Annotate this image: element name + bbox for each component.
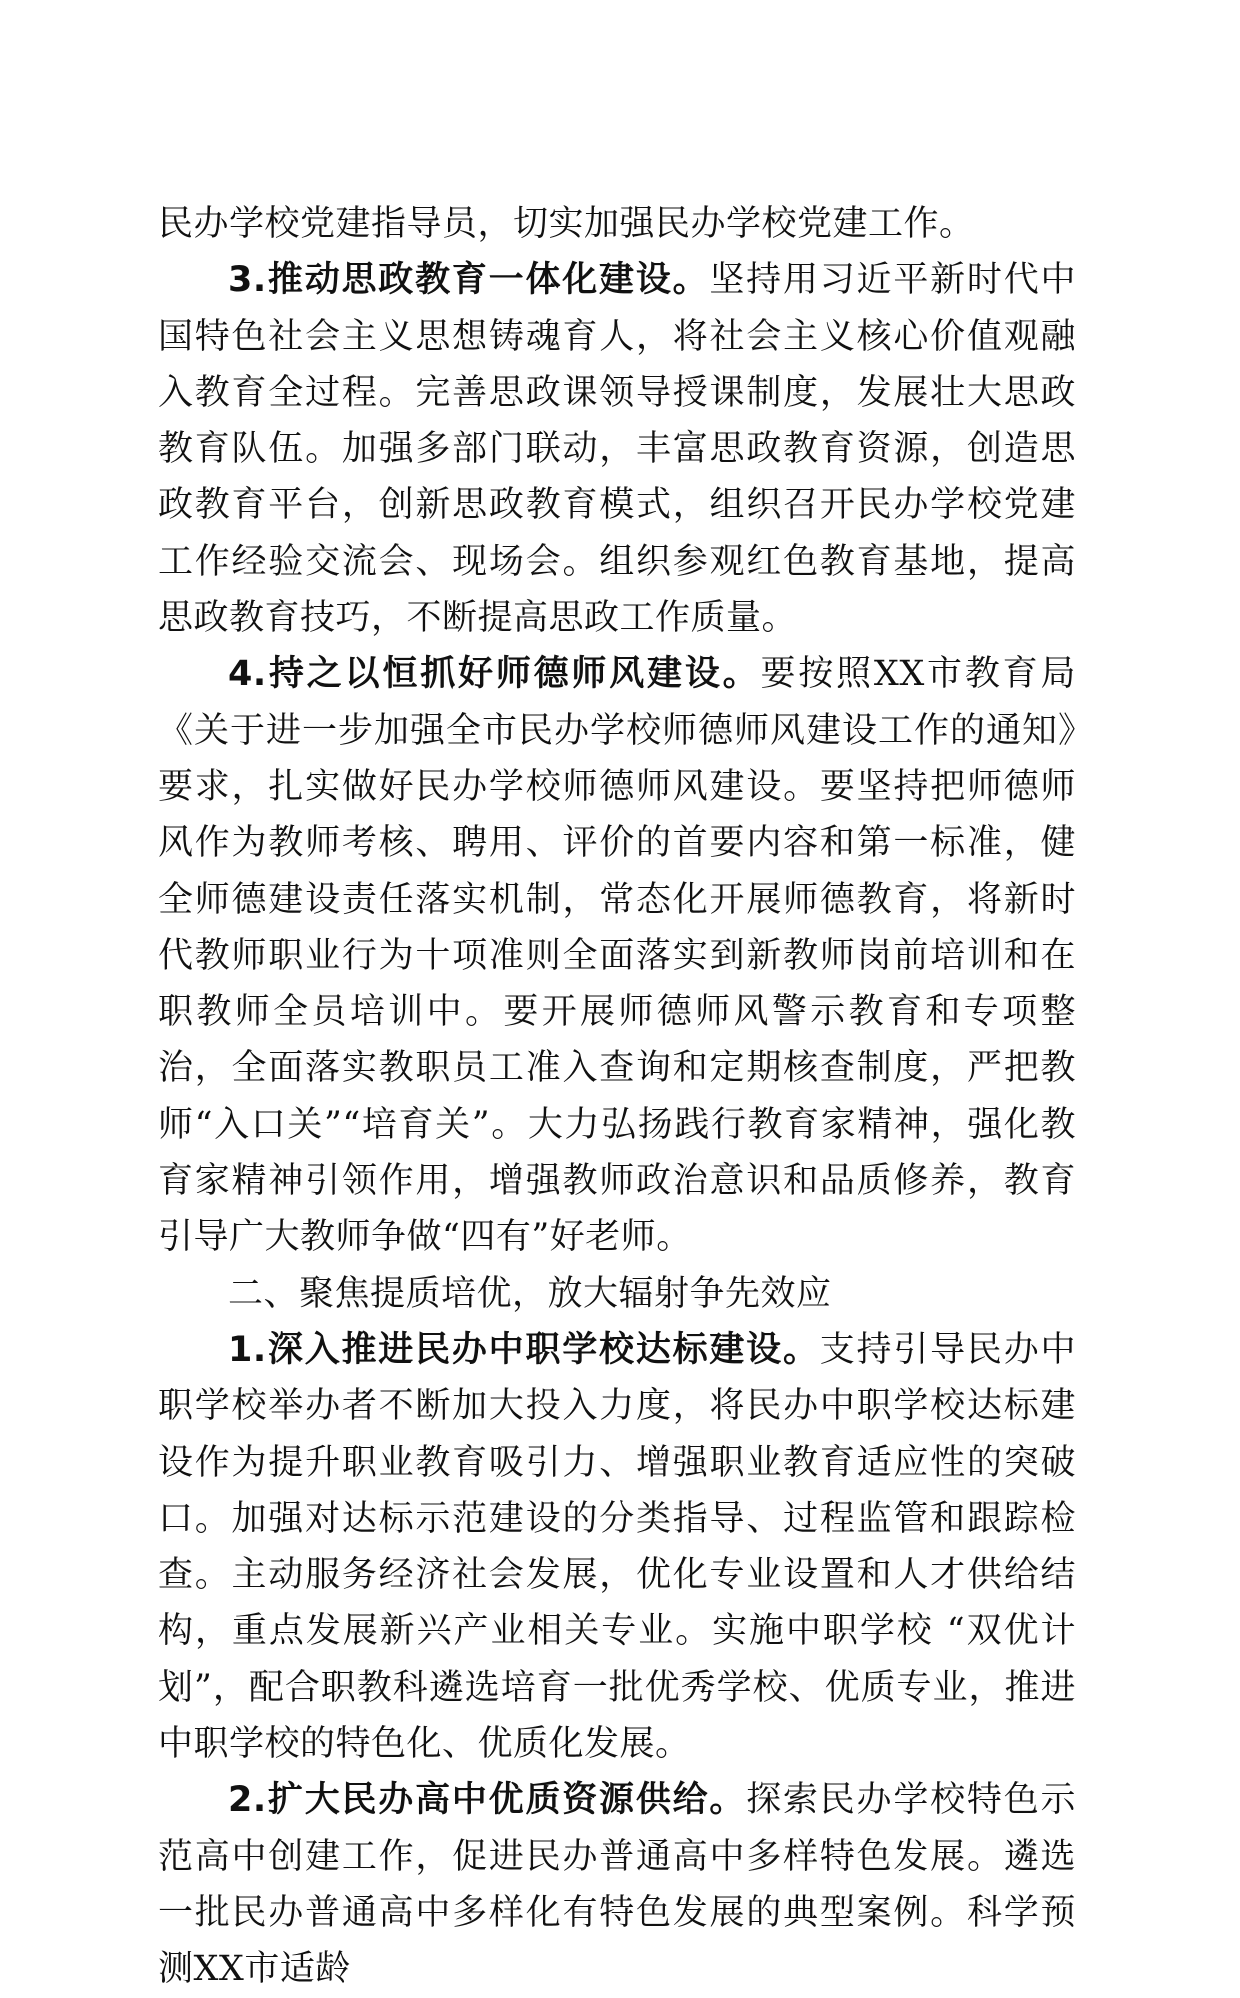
paragraph-lead: 3.推动思政教育一体化建设。	[228, 260, 710, 301]
paragraph-lead: 1.深入推进民办中职学校达标建设。	[228, 1329, 820, 1370]
paragraph-item-1	[158, 1322, 1076, 1772]
paragraph-continuation: 民办学校党建指导员，切实加强民办学校党建工作。	[158, 204, 975, 244]
paragraph-text: 探索民办学校特色示范高中创建工作，促进民办普通高中多样特色发展。遴选一批民办普通高中多样化有特色发展的典型案例。科学预测XX市适龄	[158, 1780, 1076, 1990]
paragraph-lead: 4.持之以恒抓好师德师风建设。	[228, 654, 761, 695]
paragraph-item-2	[158, 1772, 1076, 1997]
section-heading: 二、聚焦提质培优，放大辐射争先效应	[228, 1273, 832, 1314]
paragraph-text: 要按照XX市教育局《关于进一步加强全市民办学校师德师风建设工作的通知》要求，扎实做好民办学校师德师风建设。要坚持把师德师风作为教师考核、聘用、评价的首要内容和第一标准，健全师德建设责任落实机制，常态化开展师德教育，将新时代教师职业行为十项准则全面落实到新教师岗前培训和在职教师全员培训中。要开展师德师风警示教育和专项整治，全面落实教职员工准入查询和定期核查制度，严把教师“入口关”“培育关”。大力弘扬践行教育家精神，强化教育家精神引领作用，增强教师政治意识和品质修养，教育引导广大教师争做“四有”好老师。	[158, 654, 1076, 1258]
paragraph-text: 支持引导民办中职学校举办者不断加大投入力度，将民办中职学校达标建设作为提升职业教育吸引力、增强职业教育适应性的突破口。加强对达标示范建设的分类指导、过程监管和跟踪检查。主动服务经济社会发展，优化专业设置和人才供给结构，重点发展新兴产业相关专业。实施中职学校 “双优计划”，配合职教科遴选培育一批优秀学校、优质专业，推进中职学校的特色化、优质化发展。	[158, 1329, 1076, 1765]
paragraph-item-3	[158, 252, 1076, 646]
paragraph-lead: 2.扩大民办高中优质资源供给。	[228, 1780, 747, 1821]
document-body	[158, 196, 1076, 1998]
paragraph-item-4	[158, 646, 1076, 1265]
paragraph-text: 坚持用习近平新时代中国特色社会主义思想铸魂育人，将社会主义核心价值观融入教育全过程。完善思政课领导授课制度，发展壮大思政教育队伍。加强多部门联动，丰富思政教育资源，创造思政教育平台，创新思政教育模式，组织召开民办学校党建工作经验交流会、现场会。组织参观红色教育基地，提高思政教育技巧，不断提高思政工作质量。	[158, 260, 1076, 639]
